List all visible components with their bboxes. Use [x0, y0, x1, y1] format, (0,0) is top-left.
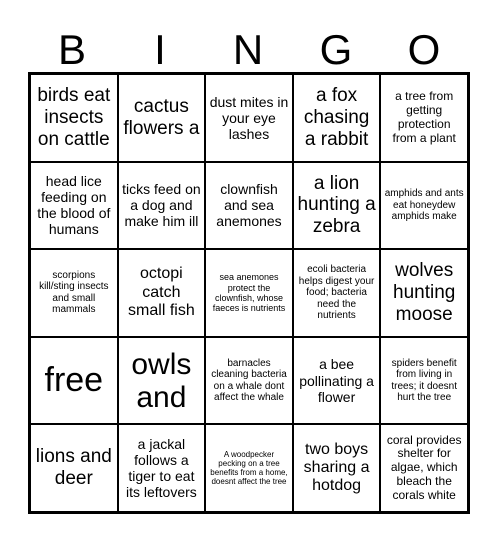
bingo-cell[interactable]: cactus flowers a — [118, 74, 206, 162]
bingo-cell[interactable]: spiders benefit from living in trees; it doesnt hurt the tree — [380, 337, 468, 425]
header-letter-i: I — [154, 26, 166, 73]
free-space[interactable]: free — [30, 337, 118, 425]
bingo-cell[interactable]: A woodpecker pecking on a tree benefits from a home, doesnt affect the tree — [205, 424, 293, 512]
bingo-cell[interactable]: lions and deer — [30, 424, 118, 512]
bingo-cell[interactable]: ecoli bacteria helps digest your food; bacteria need the nutrients — [293, 249, 381, 337]
bingo-header — [28, 24, 468, 76]
bingo-cell[interactable]: barnacles cleaning bacteria on a whale dont affect the whale — [205, 337, 293, 425]
bingo-cell[interactable]: head lice feeding on the blood of humans — [30, 162, 118, 250]
header-letter-n: N — [232, 26, 264, 73]
bingo-board — [28, 72, 470, 514]
header-letter-b: B — [57, 26, 86, 73]
bingo-cell[interactable]: a bee pollinating a flower — [293, 337, 381, 425]
bingo-cell[interactable]: wolves hunting moose — [380, 249, 468, 337]
bingo-cell[interactable]: owls and — [118, 337, 206, 425]
bingo-cell[interactable]: two boys sharing a hotdog — [293, 424, 381, 512]
bingo-cell[interactable]: a jackal follows a tiger to eat its leftovers — [118, 424, 206, 512]
header-letter-g: G — [319, 26, 353, 73]
bingo-cell[interactable]: scorpions kill/sting insects and small mammals — [30, 249, 118, 337]
bingo-cell[interactable]: coral provides shelter for algae, which bleach the corals white — [380, 424, 468, 512]
bingo-cell[interactable]: ticks feed on a dog and make him ill — [118, 162, 206, 250]
bingo-cell[interactable]: birds eat insects on cattle — [30, 74, 118, 162]
bingo-cell[interactable]: a lion hunting a zebra — [293, 162, 381, 250]
bingo-cell[interactable]: a fox chasing a rabbit — [293, 74, 381, 162]
bingo-cell[interactable]: a tree from getting protection from a plant — [380, 74, 468, 162]
bingo-cell[interactable]: dust mites in your eye lashes — [205, 74, 293, 162]
bingo-cell[interactable]: clownfish and sea anemones — [205, 162, 293, 250]
bingo-cell[interactable]: sea anemones protect the clownfish, whose faeces is nutrients — [205, 249, 293, 337]
header-letter-o: O — [407, 26, 441, 73]
bingo-cell[interactable]: octopi catch small fish — [118, 249, 206, 337]
bingo-cell[interactable]: amphids and ants eat honeydew amphids make — [380, 162, 468, 250]
